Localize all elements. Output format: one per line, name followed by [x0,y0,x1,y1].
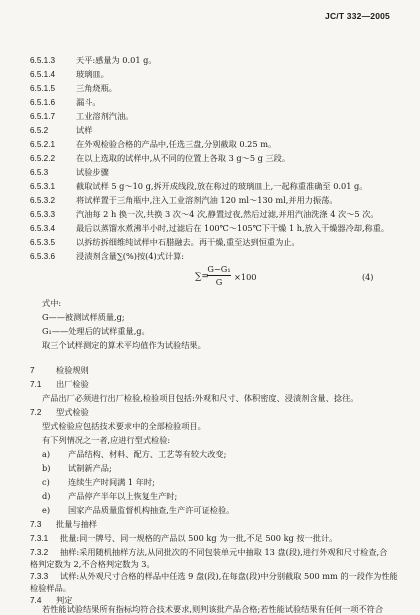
document-page: JC/T 332—2005 6.5.1.3 天平:感量为 0.01 g。 6.5.1.4 玻璃皿。 6.5.1.5 三角烧瓶。 6.5.1.6 漏斗。 6.5.1.7 工业溶剂汽油。 6.5.2 试样 6.5.2.1 在外观检验合格的产品中,任选三盘,分别截取 0.25 m。 6.5.2.2 在以上选取的试样中,从不同的位置上各取 3 g～5 g 三段。 6.5.3 试验步骤 6.5.3.1 截取试样 5 g～10 g,拆开成线段,放在称过的玻璃皿上,一起称重准确至 0.01 g。 6.5.3.2 将试样置于三角瓶中,注入工业溶剂汽油 120 ml～130 ml,并用力振荡。 6.5.3.3 汽油每 2 h 换一次,共换 3 次～4 次,静置过夜,然后过滤,并用汽油洗涤 4 次～5 次。 6.5.3.4 最后以蒸馏水煮沸半小时,过滤后在 100℃～105℃下干燥 1 h,放入干燥器冷却,称重。 6.5.3.5 以拆纺拆细维纯试样中石腊融去。再干燥,重至达到恒重为止。 6.5.3.6 浸渍剂含量∑(%)按(4)式计算: ∑= $\frac{\text{G−G₁}}{G}$ ×100 (4) 式中: G——被测试样质量,g; G₁——处理后的试样重量,g。 取三个试样测定的算术平均值作为试验结果。 7 检验规则 7.1 出厂检验 产品出厂必须进行出厂检验,检验项目包括:外观和尺寸、体积密度、浸渍剂含量、捻往。 7.2 型式检验 型式检验应包括技术要求中的全部检验项目。 有下列情况之一者,应进行型式检验: a) 产品结构、材料、配方、工艺等有较大改变; b) 试制新产品; c) 连续生产时间满 1 年时; d) 产品停产半年以上恢复生产时; e) 国家产品质量监督机构抽查,生产许可证检验。 7.3 批量与抽样 7.3.1 批量:同一牌号、同一规格的产品以 500 kg 为一批,不足 500 kg 按一批计。 7.3.2 抽样:采用随机抽样方法,从同批次的不同包装单元中抽取 13 盘(段),进行外观和尺寸检查,合 格判定数为 2,不合格判定数为 3。 7.3.3 试样:从外观尺寸合格的样品中任选 9 盘(段),在每盘(段)中分别截取 500 mm 的一段作为性能 检验样品。 7.4 判定 若性能试验结果所有指标均符合技术要求,则判该批产品合格;若性能试验结果有任何一项不符合 [30,11,398,614]
formula-fraction: $\frac{\text{G−G₁}}{G}$ [207,264,231,287]
equation-number: (4) [362,273,374,282]
standard-code: JC/T 332—2005 [325,11,390,21]
formula-4: ∑= $\frac{\text{G−G₁}}{G}$ ×100 [195,264,257,287]
